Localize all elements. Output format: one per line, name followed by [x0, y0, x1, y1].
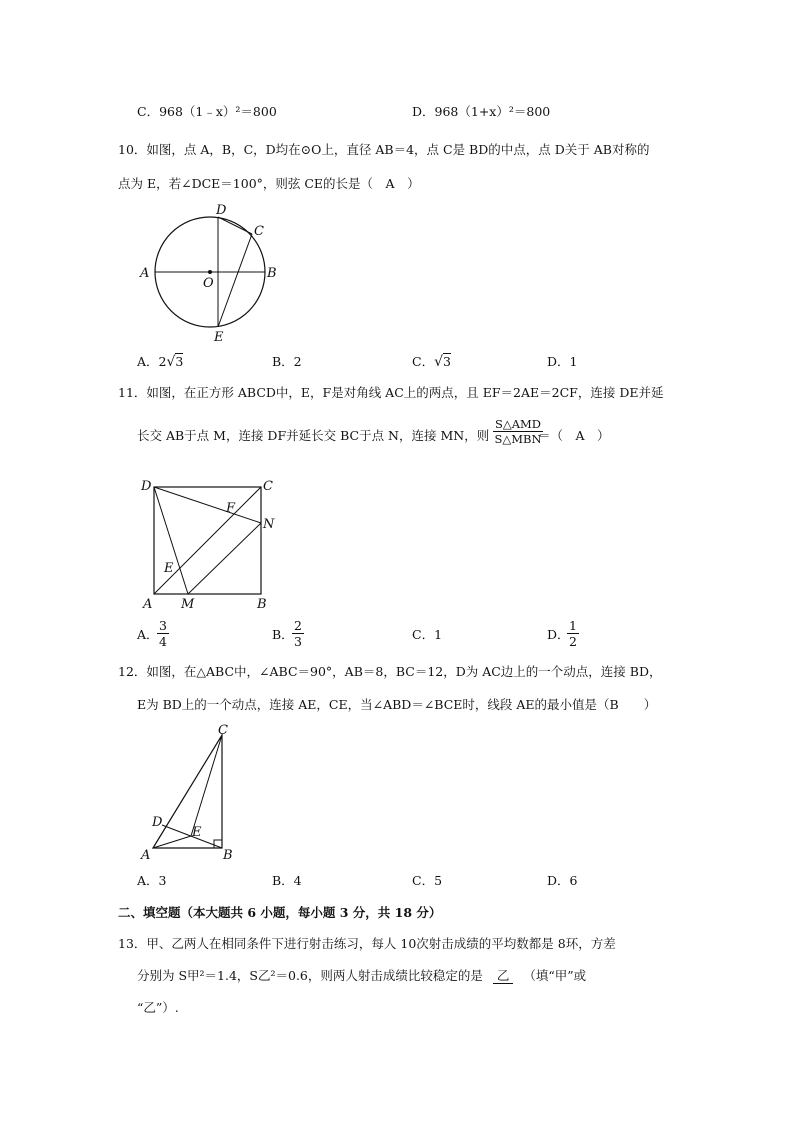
q11-option-c: C．1	[412, 627, 443, 642]
diagonal-ac	[154, 487, 261, 594]
label-a: A	[141, 848, 151, 863]
q10-option-d: D．1	[547, 354, 578, 369]
q11-option-a-label: A．	[137, 627, 159, 642]
q11-option-b-label: B．	[272, 627, 294, 642]
label-b: B	[223, 848, 233, 863]
label-o: O	[203, 276, 214, 291]
label-e: E	[214, 330, 224, 345]
triangle-abc	[153, 735, 222, 848]
label-b: B	[257, 597, 267, 612]
q12-line1: 12．如图，在△ABC中，∠ABC＝90°，AB＝8，BC＝12，D为 AC边上的一个动点，连接 BD，	[118, 664, 662, 679]
label-d: D	[216, 203, 227, 218]
q11-option-a-fraction: $\frac{3}{4}$	[159, 618, 167, 650]
label-d: D	[141, 479, 152, 494]
label-f: F	[226, 501, 236, 516]
label-c: C	[218, 723, 228, 738]
q11-line2b: ＝（ A ）	[538, 428, 610, 443]
label-n: N	[263, 517, 275, 532]
q13-line2: 分别为 S甲²＝1.4，S乙²＝0.6，则两人射击成绩比较稳定的是 乙 （填“甲”或	[137, 968, 587, 983]
q13-answer-blank: 乙	[493, 968, 514, 984]
q10-option-a: A．2√3	[137, 354, 184, 370]
label-d: D	[152, 815, 163, 830]
label-e: E	[164, 561, 174, 576]
line-mn	[188, 523, 261, 594]
q12-option-a: A．3	[137, 873, 167, 888]
q11-figure	[136, 474, 286, 614]
label-e: E	[192, 825, 202, 840]
section-title: 二、填空题（本大题共 6 小题，每小题 3 分，共 18 分）	[118, 905, 442, 920]
q10-line2: 点为 E，若∠DCE＝100°，则弦 CE的长是（ A ）	[118, 176, 420, 191]
line-dn	[154, 487, 261, 523]
q11-option-b-fraction: $\frac{2}{3}$	[294, 618, 302, 650]
chord-dc	[218, 217, 252, 234]
q10-option-c: C．√3	[412, 354, 451, 370]
line-ce	[191, 735, 222, 836]
center-point	[208, 270, 212, 274]
label-b: B	[267, 266, 277, 281]
q12-option-c: C．5	[412, 873, 443, 888]
q11-line1: 11．如图，在正方形 ABCD中，E，F是对角线 AC上的两点，且 EF＝2AE＝2CF，连接 DE并延	[118, 385, 664, 400]
q9-option-d: D．968（1+x）²＝800	[412, 104, 551, 119]
q12-figure	[138, 722, 248, 864]
q12-option-b: B．4	[272, 873, 302, 888]
q10-option-b: B．2	[272, 354, 302, 369]
q13-line1: 13．甲、乙两人在相同条件下进行射击练习，每人 10次射击成绩的平均数都是 8环，方差	[118, 936, 616, 951]
label-a: A	[140, 266, 150, 281]
q13-line3: “乙”）.	[137, 1000, 179, 1015]
q10-figure	[138, 198, 283, 348]
label-m: M	[181, 597, 195, 612]
q11-option-d-fraction: $\frac{1}{2}$	[569, 618, 577, 650]
q10-line1: 10．如图，点 A，B，C，D均在⊙O上，直径 AB＝4，点 C是 BD的中点，点 D关于 AB对称的	[118, 142, 650, 157]
label-c: C	[263, 479, 273, 494]
q11-option-d-label: D．	[547, 627, 570, 642]
label-c: C	[254, 224, 264, 239]
line-dm	[154, 487, 188, 594]
q11-line2a: 长交 AB于点 M，连接 DF并延长交 BC于点 N，连接 MN，则	[137, 428, 490, 443]
q12-option-d: D．6	[547, 873, 578, 888]
q12-line2: E为 BD上的一个动点，连接 AE，CE，当∠ABD＝∠BCE时，线段 AE的最小值是（B ）	[137, 697, 657, 712]
q11-ratio-fraction: S△AMD S△MBN	[494, 417, 542, 447]
label-a: A	[143, 597, 153, 612]
q9-option-c: C．968（1﹣x）²＝800	[137, 104, 277, 119]
